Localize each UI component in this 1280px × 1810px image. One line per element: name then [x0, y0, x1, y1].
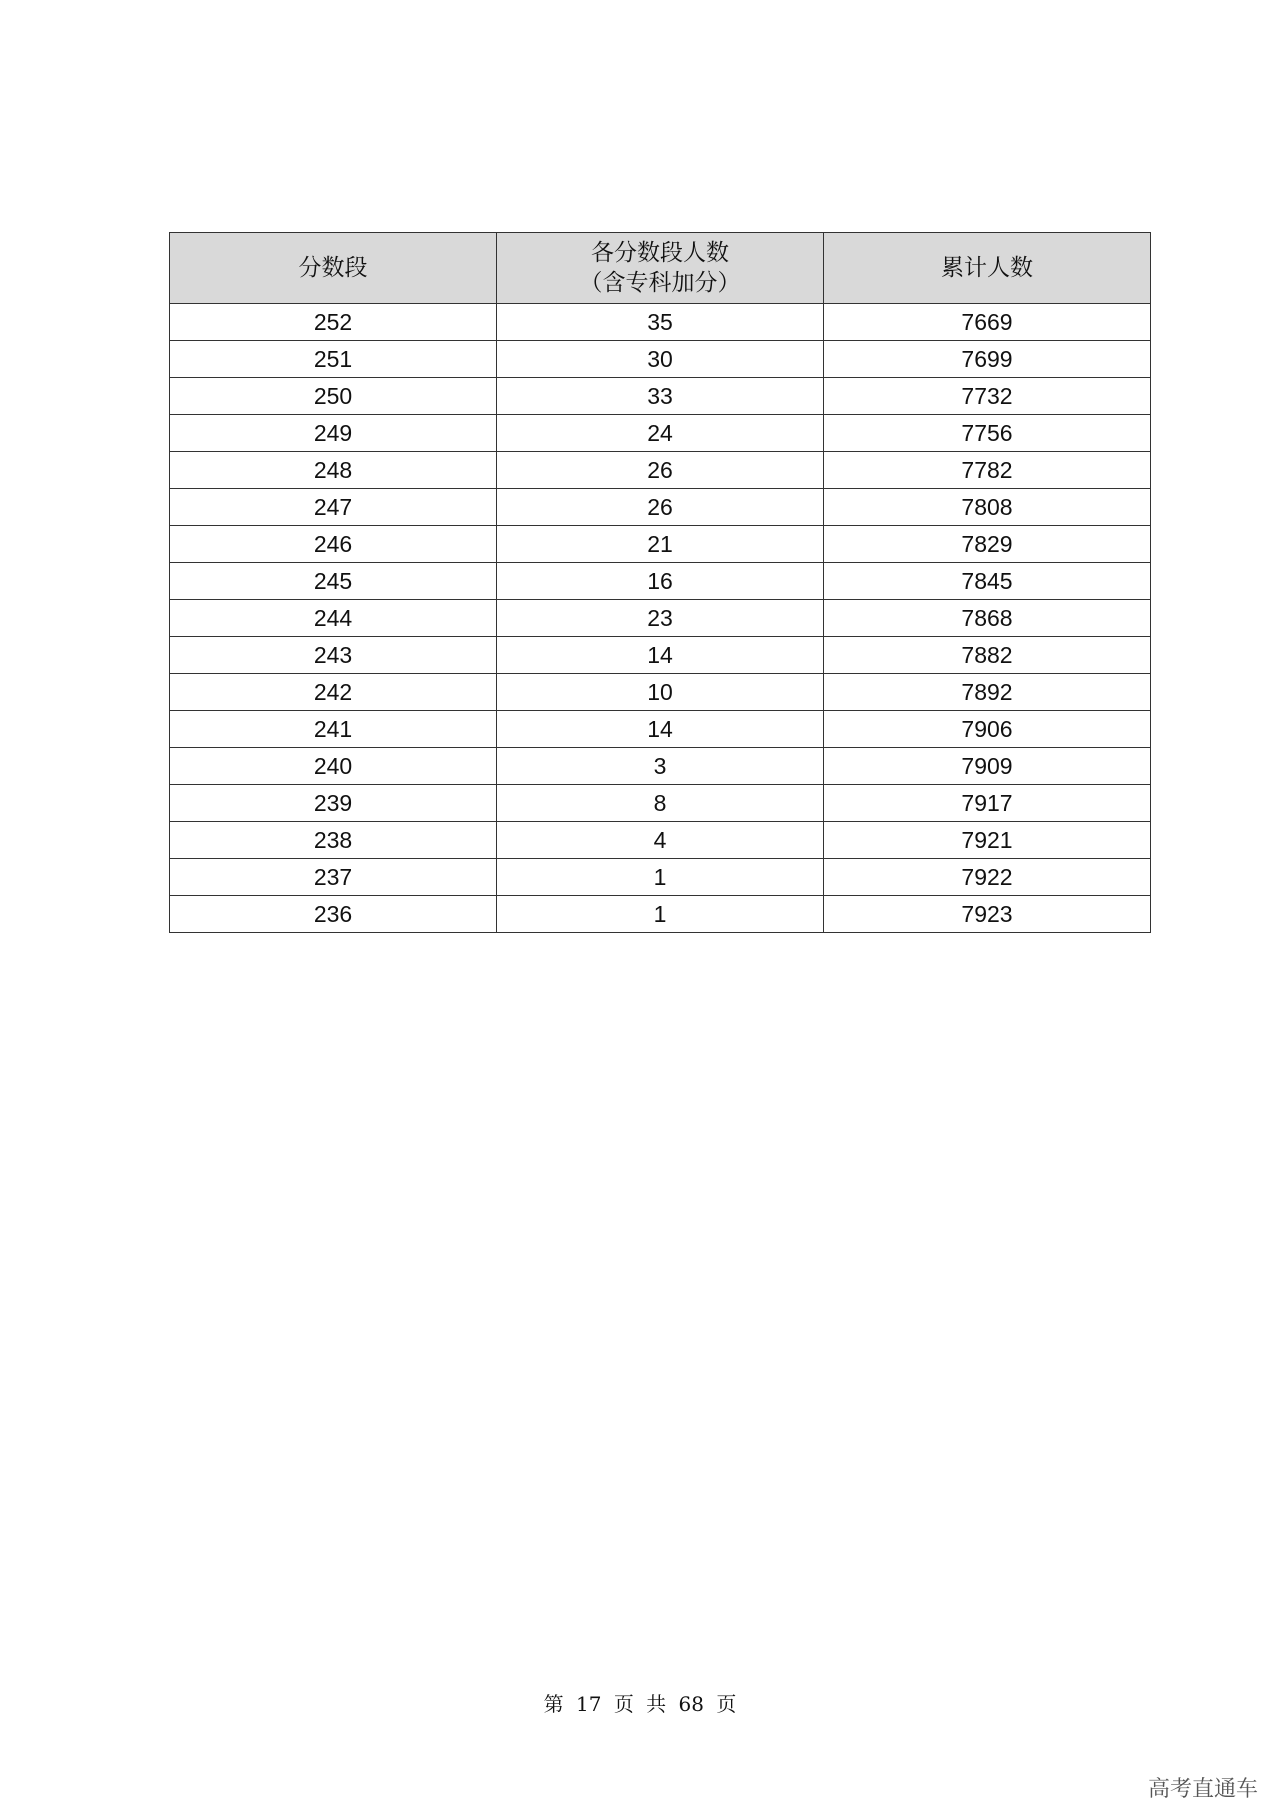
cell-cumulative: 7892 [824, 674, 1151, 711]
cell-score: 244 [170, 600, 497, 637]
cell-count: 30 [497, 341, 824, 378]
cell-score: 238 [170, 822, 497, 859]
watermark-text: 高考直通车 [1147, 1777, 1258, 1802]
table-row [170, 748, 1151, 785]
cell-cumulative: 7922 [824, 859, 1151, 896]
cell-count: 26 [497, 452, 824, 489]
cell-count: 23 [497, 600, 824, 637]
cell-score: 245 [170, 563, 497, 600]
cell-score: 242 [170, 674, 497, 711]
cell-count: 21 [497, 526, 824, 563]
cell-score: 251 [170, 341, 497, 378]
table-row [170, 896, 1151, 933]
cell-score: 240 [170, 748, 497, 785]
cell-cumulative: 7808 [824, 489, 1151, 526]
cell-cumulative: 7868 [824, 600, 1151, 637]
cell-cumulative: 7909 [824, 748, 1151, 785]
table-row [170, 563, 1151, 600]
table-row [170, 600, 1151, 637]
cell-score: 248 [170, 452, 497, 489]
cell-score: 246 [170, 526, 497, 563]
cell-score: 247 [170, 489, 497, 526]
cell-count: 35 [497, 304, 824, 341]
cell-count: 14 [497, 711, 824, 748]
cell-score: 243 [170, 637, 497, 674]
table-row [170, 674, 1151, 711]
cell-score: 250 [170, 378, 497, 415]
table-row [170, 785, 1151, 822]
table-row [170, 526, 1151, 563]
cell-score: 239 [170, 785, 497, 822]
table-row [170, 378, 1151, 415]
cell-cumulative: 7732 [824, 378, 1151, 415]
cell-cumulative: 7829 [824, 526, 1151, 563]
cell-cumulative: 7917 [824, 785, 1151, 822]
cell-count: 26 [497, 489, 824, 526]
cell-score: 241 [170, 711, 497, 748]
table-row [170, 859, 1151, 896]
cell-cumulative: 7845 [824, 563, 1151, 600]
cell-count: 4 [497, 822, 824, 859]
table-row [170, 637, 1151, 674]
cell-cumulative: 7699 [824, 341, 1151, 378]
cell-cumulative: 7756 [824, 415, 1151, 452]
cell-count: 10 [497, 674, 824, 711]
score-distribution-table [169, 232, 1151, 933]
table-row [170, 415, 1151, 452]
cell-cumulative: 7923 [824, 896, 1151, 933]
cell-count: 16 [497, 563, 824, 600]
table-row [170, 452, 1151, 489]
table-row [170, 711, 1151, 748]
cell-count: 8 [497, 785, 824, 822]
table-header-row [170, 233, 1151, 304]
cell-count: 24 [497, 415, 824, 452]
cell-score: 252 [170, 304, 497, 341]
table-row [170, 489, 1151, 526]
cell-cumulative: 7882 [824, 637, 1151, 674]
table-row [170, 822, 1151, 859]
table-row [170, 341, 1151, 378]
table-body [170, 304, 1151, 933]
cell-count: 1 [497, 896, 824, 933]
header-score-range: 分数段 [170, 233, 497, 304]
header-count-line1: 各分数段人数 [591, 240, 729, 266]
table-row [170, 304, 1151, 341]
cell-cumulative: 7669 [824, 304, 1151, 341]
cell-count: 1 [497, 859, 824, 896]
cell-score: 236 [170, 896, 497, 933]
cell-count: 14 [497, 637, 824, 674]
page-number-footer: 第 17 页 共 68 页 [543, 1692, 737, 1716]
cell-cumulative: 7906 [824, 711, 1151, 748]
cell-count: 3 [497, 748, 824, 785]
cell-score: 237 [170, 859, 497, 896]
header-count-per-range [497, 233, 824, 304]
header-cumulative: 累计人数 [824, 233, 1151, 304]
header-count-line2: （含专科加分） [579, 270, 741, 296]
cell-count: 33 [497, 378, 824, 415]
cell-cumulative: 7782 [824, 452, 1151, 489]
cell-cumulative: 7921 [824, 822, 1151, 859]
cell-score: 249 [170, 415, 497, 452]
